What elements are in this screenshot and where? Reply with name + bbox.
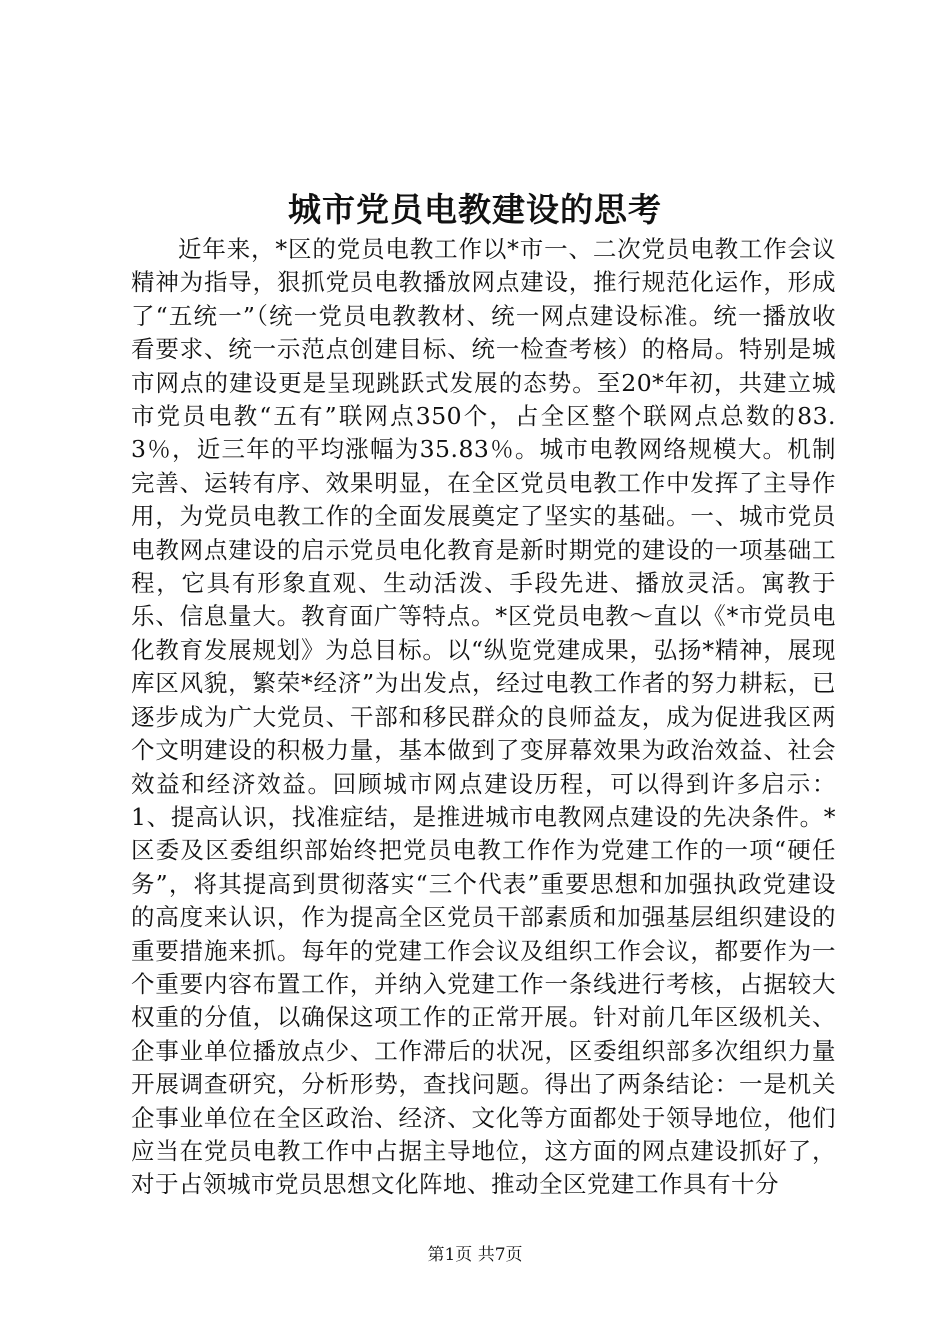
page-number-footer: 第1页 共7页 — [427, 1245, 523, 1265]
document-title: 城市党员电教建设的思考 — [288, 190, 662, 229]
document-body-paragraph: 近年来，*区的党员电教工作以*市一、二次党员电教工作会议精神为指导，狠抓党员电教播放网点建设，推行规范化运作，形成了“五统一”（统一党员电教教材、统一网点建设标准。统一播放收看要求、统一示范点创建目标、统一检查考核）的格局。特别是城市网点的建设更是呈现跳跃式发展的态势。至20*年初，共建立城市党员电教“五有”联网点350个，占全区整个联网点总数的83.3％，近三年的平均涨幅为35.83％。城市电教网络规模大。机制完善、运转有序、效果明显，在全区党员电教工作中发挥了主导作用，为党员电教工作的全面发展奠定了坚实的基础。一、城市党员电教网点建设的启示党员电化教育是新时期党的建设的一项基础工程，它具有形象直观、生动活泼、手段先进、播放灵活。寓教于乐、信息量大。教育面广等特点。*区党员电教～直以《*市党员电化教育发展规划》为总目标。以“纵览党建成果，弘扬*精神，展现库区风貌，繁荣*经济”为出发点，经过电教工作者的努力耕耘，已逐步成为广大党员、干部和移民群众的良师益友，成为促进我区两个文明建设的积极力量，基本做到了变屏幕效果为政治效益、社会效益和经济效益。回顾城市网点建设历程，可以得到许多启示：1、提高认识，找准症结，是推进城市电教网点建设的先决条件。*区委及区委组织部始终把党员电教工作作为党建工作的一项“硬任务”，将其提高到贯彻落实“三个代表”重要思想和加强执政党建设的高度来认识，作为提高全区党员干部素质和加强基层组织建设的重要措施来抓。每年的党建工作会议及组织工作会议，都要作为一个重要内容布置工作，并纳入党建工作一条线进行考核，占据较大权重的分值，以确保这项工作的正常开展。针对前几年区级机关、企事业单位播放点少、工作滞后的状况，区委组织部多次组织力量开展调查研究，分析形势，查找问题。得出了两条结论：一是机关企事业单位在全区政治、经济、文化等方面都处于领导地位，他们应当在党员电教工作中占据主导地位，这方面的网点建设抓好了，对于占领城市党员思想文化阵地、推动全区党建工作具有十分 — [131, 235, 836, 1199]
